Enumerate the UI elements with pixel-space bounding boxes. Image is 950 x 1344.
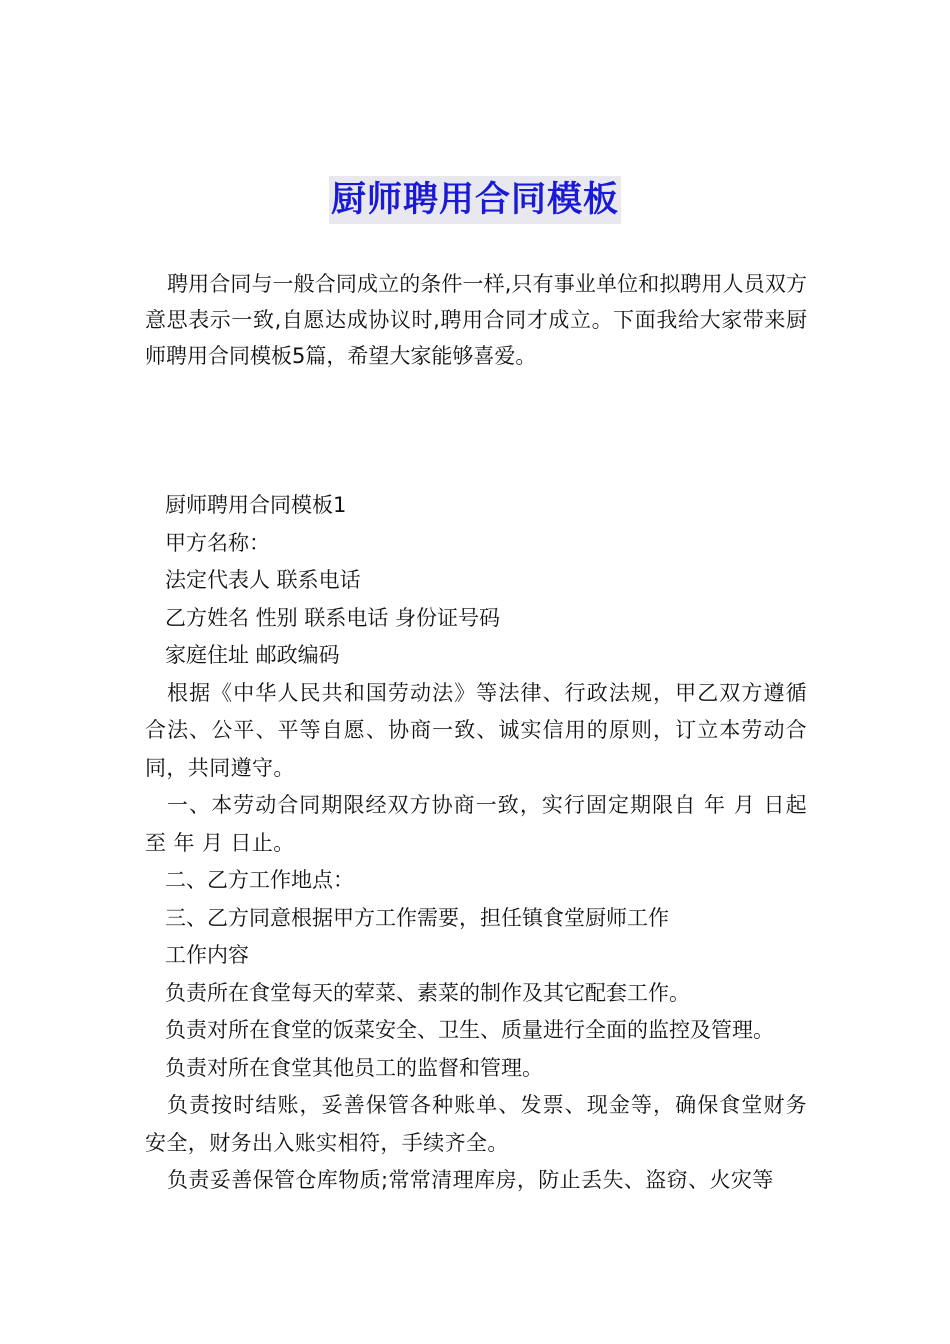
title-container (0, 176, 950, 224)
clause-3: 三、乙方同意根据甲方工作需要，担任镇食堂厨师工作 (165, 905, 669, 930)
duty-4: 负责按时结账，妥善保管各种账单、发票、现金等，确保食堂财务安全，财务出入账实相符，手续齐全。 (145, 1093, 807, 1155)
document-title: 厨师聘用合同模板 (329, 176, 621, 224)
duty-1: 负责所在食堂每天的荤菜、素菜的制作及其它配套工作。 (165, 980, 690, 1005)
duty-5: 负责妥善保管仓库物质;常常清理库房，防止丢失、盗窃、火灾等 (167, 1168, 774, 1192)
clause-2: 二、乙方工作地点： (165, 868, 354, 892)
intro-paragraph: 聘用合同与一般合同成立的条件一样,只有事业单位和拟聘用人员双方意思表示一致,自愿达成协议时,聘用合同才成立。下面我给大家带来厨师聘用合同模板5篇，希望大家能够喜爱。 (145, 272, 807, 368)
duty-3: 负责对所在食堂其他员工的监督和管理。 (165, 1055, 543, 1080)
section-heading: 厨师聘用合同模板1 (165, 493, 347, 517)
party-a-name: 甲方名称： (165, 530, 270, 555)
clause-1: 一、本劳动合同期限经双方协商一致，实行固定期限自 年 月 日起至 年 月 日止。 (145, 793, 807, 855)
basis-paragraph: 根据《中华人民共和国劳动法》等法律、行政法规，甲乙双方遵循合法、公平、平等自愿、协商一致、诚实信用的原则，订立本劳动合同，共同遵守。 (145, 680, 807, 780)
contract-body (145, 487, 807, 1200)
legal-representative: 法定代表人 联系电话 (165, 568, 361, 592)
address-line: 家庭住址 邮政编码 (165, 643, 340, 667)
work-content-heading: 工作内容 (165, 943, 249, 967)
duty-2: 负责对所在食堂的饭菜安全、卫生、质量进行全面的监控及管理。 (165, 1018, 774, 1042)
party-b-info: 乙方姓名 性别 联系电话 身份证号码 (165, 605, 501, 630)
